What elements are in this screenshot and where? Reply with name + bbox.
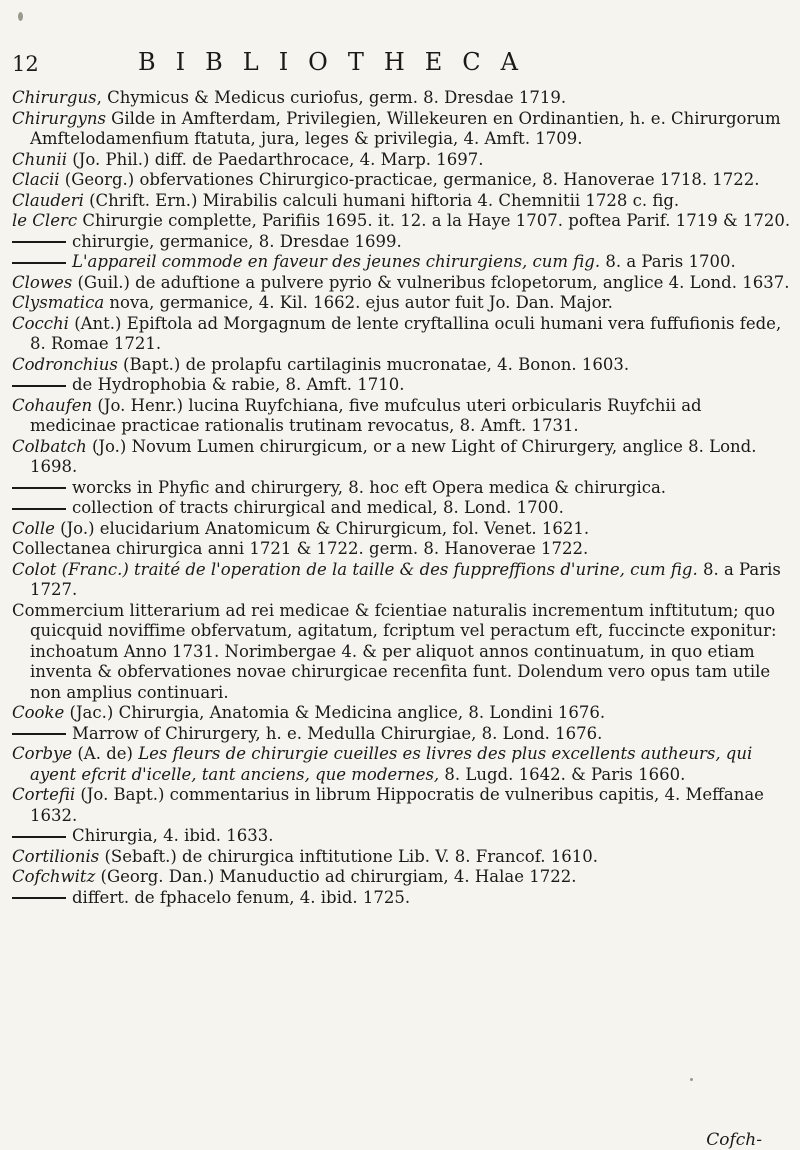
entry-text: (Georg. Dan.) Manuductio ad chirurgiam, 4. Halae 1722. [95,867,577,886]
entry-author: Clacii [12,170,60,189]
bibliography-entry [12,396,792,437]
entry-author: Chunii [12,149,68,169]
entry-text: (Ant.) Epiftola ad Morgagnum de lente cryftallina oculi humani vera fuffufionis fede, 8. Romae 1721. [30,313,782,353]
ditto-dash [12,508,66,510]
entry-text: (Chrift. Ern.) Mirabilis calculi humani hiftoria 4. Chemnitii 1728 c. fig. [83,190,680,210]
ditto-dash [12,897,66,899]
entry-author: Colbatch [12,436,87,456]
bibliography-entry [12,211,792,232]
catchword: Cofch- [706,1130,762,1150]
entry-text: (Guil.) de aduftione a pulvere pyrio & vulneribus fclopetorum, anglice 4. Lond. 1637. [72,272,790,292]
entry-author: Clysmatica [12,293,105,312]
entry-author: Chirurgyns [12,108,106,128]
bibliography-entry [12,724,792,745]
bibliography-entry [12,314,792,355]
entry-text: (Jo. Henr.) lucina Ruyfchiana, five mufculus uteri orbicularis Ruyfchii ad medicinae practicae rationalis trutinam revocatus, 8. Amft. 1731. [30,395,702,435]
ditto-dash [12,733,66,735]
entry-text: (Sebaft.) de chirurgica inftitutione Lib. V. 8. Francof. 1610. [99,846,598,866]
entry-text: (Jo. Phil.) diff. de Paedarthrocace, 4. Marp. 1697. [67,149,484,169]
entry-text: , Chymicus & Medicus curiofus, germ. 8. Dresdae 1719. [96,88,567,107]
entry-author: Colle [12,518,55,538]
entry-author: Chirurgus [12,88,97,107]
bibliography-entry [12,191,792,212]
bibliography-entry [12,519,792,540]
entry-text: differt. de fphacelo fenum, 4. ibid. 1725. [72,887,411,907]
entry-text: (Jo. Bapt.) commentarius in librum Hippocratis de vulneribus capitis, 4. Meffanae 1632. [30,785,764,825]
entry-text: Chirurgia, 4. ibid. 1633. [72,826,274,845]
entry-text: (Georg.) obfervationes Chirurgico-practicae, germanice, 8. Hanoverae 1718. 1722. [59,170,760,189]
entry-author: Colot [12,559,57,579]
entry-text: (A. de) [72,744,133,763]
bibliography-entry [12,478,792,499]
page-header [0,48,800,88]
entry-author: Codronchius [12,354,118,374]
ditto-dash [12,836,66,838]
entry-imprint: 8. a Paris 1727. [30,559,781,599]
running-title: BIBLIOTHECA [138,48,538,76]
entry-text: collection of tracts chirurgical and medical, 8. Lond. 1700. [72,498,564,517]
bibliography-entry [12,355,792,376]
entry-text: de Hydrophobia & rabie, 8. Amft. 1710. [72,375,405,394]
entry-author: Clauderi [12,190,84,210]
page-number: 12 [12,52,39,76]
entry-imprint: 8. a Paris 1700. [600,252,736,271]
paper-speck [18,12,23,21]
ditto-dash [12,385,66,387]
bibliography-entry [12,170,792,191]
ditto-dash [12,487,66,489]
ditto-dash [12,262,66,264]
entry-author: Cooke [12,703,65,722]
entry-title-italic: L'appareil commode en faveur des jeunes chirurgiens, cum fig. [72,252,601,271]
bibliography-entry [12,888,792,909]
paper-speck [690,1078,693,1081]
entry-title-italic: (Franc.) traité de l'operation de la taille & des fuppreffions d'urine, cum fig. [56,559,698,579]
bibliography-entry [12,252,792,273]
entry-text: Marrow of Chirurgery, h. e. Medulla Chirurgiae, 8. Lond. 1676. [72,723,603,743]
entry-author: Cohaufen [12,395,93,415]
entry-text: (Jac.) Chirurgia, Anatomia & Medicina anglice, 8. Londini 1676. [64,703,606,722]
entry-text: Gilde in Amfterdam, Privilegien, Willekeuren en Ordinantien, h. e. Chirurgorum Amftelodamenfium ftatuta, jura, leges & privilegia, 4. Amft. 1709. [30,108,781,148]
bibliography-entry [12,703,792,724]
entry-text: nova, germanice, 4. Kil. 1662. ejus autor fuit Jo. Dan. Major. [104,293,613,312]
entry-imprint: 8. Lugd. 1642. & Paris 1660. [439,764,686,784]
bibliography-entry [12,601,792,704]
bibliography-entry [12,273,792,294]
bibliography-entry [12,109,792,150]
entry-author: Cortefii [12,785,76,804]
bibliography-entry [12,375,792,396]
entry-text: chirurgie, germanice, 8. Dresdae 1699. [72,231,402,251]
bibliography-entry [12,437,792,478]
bibliography-entry [12,88,792,109]
entry-author: Cofchwitz [12,867,96,886]
bibliography-entry [12,539,792,560]
bibliography-entry [12,826,792,847]
bibliography-entry [12,293,792,314]
entry-text: Chirurgie complette, Parifiis 1695. it. 12. a la Haye 1707. poftea Parif. 1719 & 1720. [77,211,791,230]
bibliography-entry [12,867,792,888]
entry-title-italic: Les fleurs de chirurgie cueilles es livres des plus excellents autheurs, qui ayent efcrit d'icelle, tant anciens, que modernes, [30,744,753,784]
entry-text: (Jo.) elucidarium Anatomicum & Chirurgicum, fol. Venet. 1621. [54,518,590,538]
entry-text: Commercium litterarium ad rei medicae & fcientiae naturalis incrementum inftitutum; quo quicquid noviffime obfervatum, agitatum, fcriptum vel peractum eft, fuccincte exponitur: inchoatum Anno 1731. Norimbergae 4. & per aliquot annos continuatum, in quo etiam inventa & obfervationes novae chirurgicae recenfita funt. Dolendum vero opus tam utile non amplius continuari. [12,600,777,702]
bibliography-entry [12,150,792,171]
bibliography-entry [12,847,792,868]
entry-author: Corbye [12,744,73,763]
bibliography-list [12,88,792,908]
bibliography-entry [12,498,792,519]
ditto-dash [12,241,66,243]
bibliography-entry [12,232,792,253]
entry-text: (Jo.) Novum Lumen chirurgicum, or a new Light of Chirurgery, anglice 8. Lond. 1698. [30,436,757,476]
entry-author: Cocchi [12,313,69,333]
entry-author: Cortilionis [12,846,100,866]
bibliography-entry [12,785,792,826]
bibliography-entry [12,744,792,785]
entry-author: le Clerc [12,211,78,230]
entry-text: worcks in Phyfic and chirurgery, 8. hoc eft Opera medica & chirurgica. [72,477,667,497]
bibliography-entry [12,560,792,601]
entry-author: Clowes [12,272,73,292]
entry-text: Collectanea chirurgica anni 1721 & 1722. germ. 8. Hanoverae 1722. [12,539,589,558]
entry-text: (Bapt.) de prolapfu cartilaginis mucronatae, 4. Bonon. 1603. [117,354,630,374]
